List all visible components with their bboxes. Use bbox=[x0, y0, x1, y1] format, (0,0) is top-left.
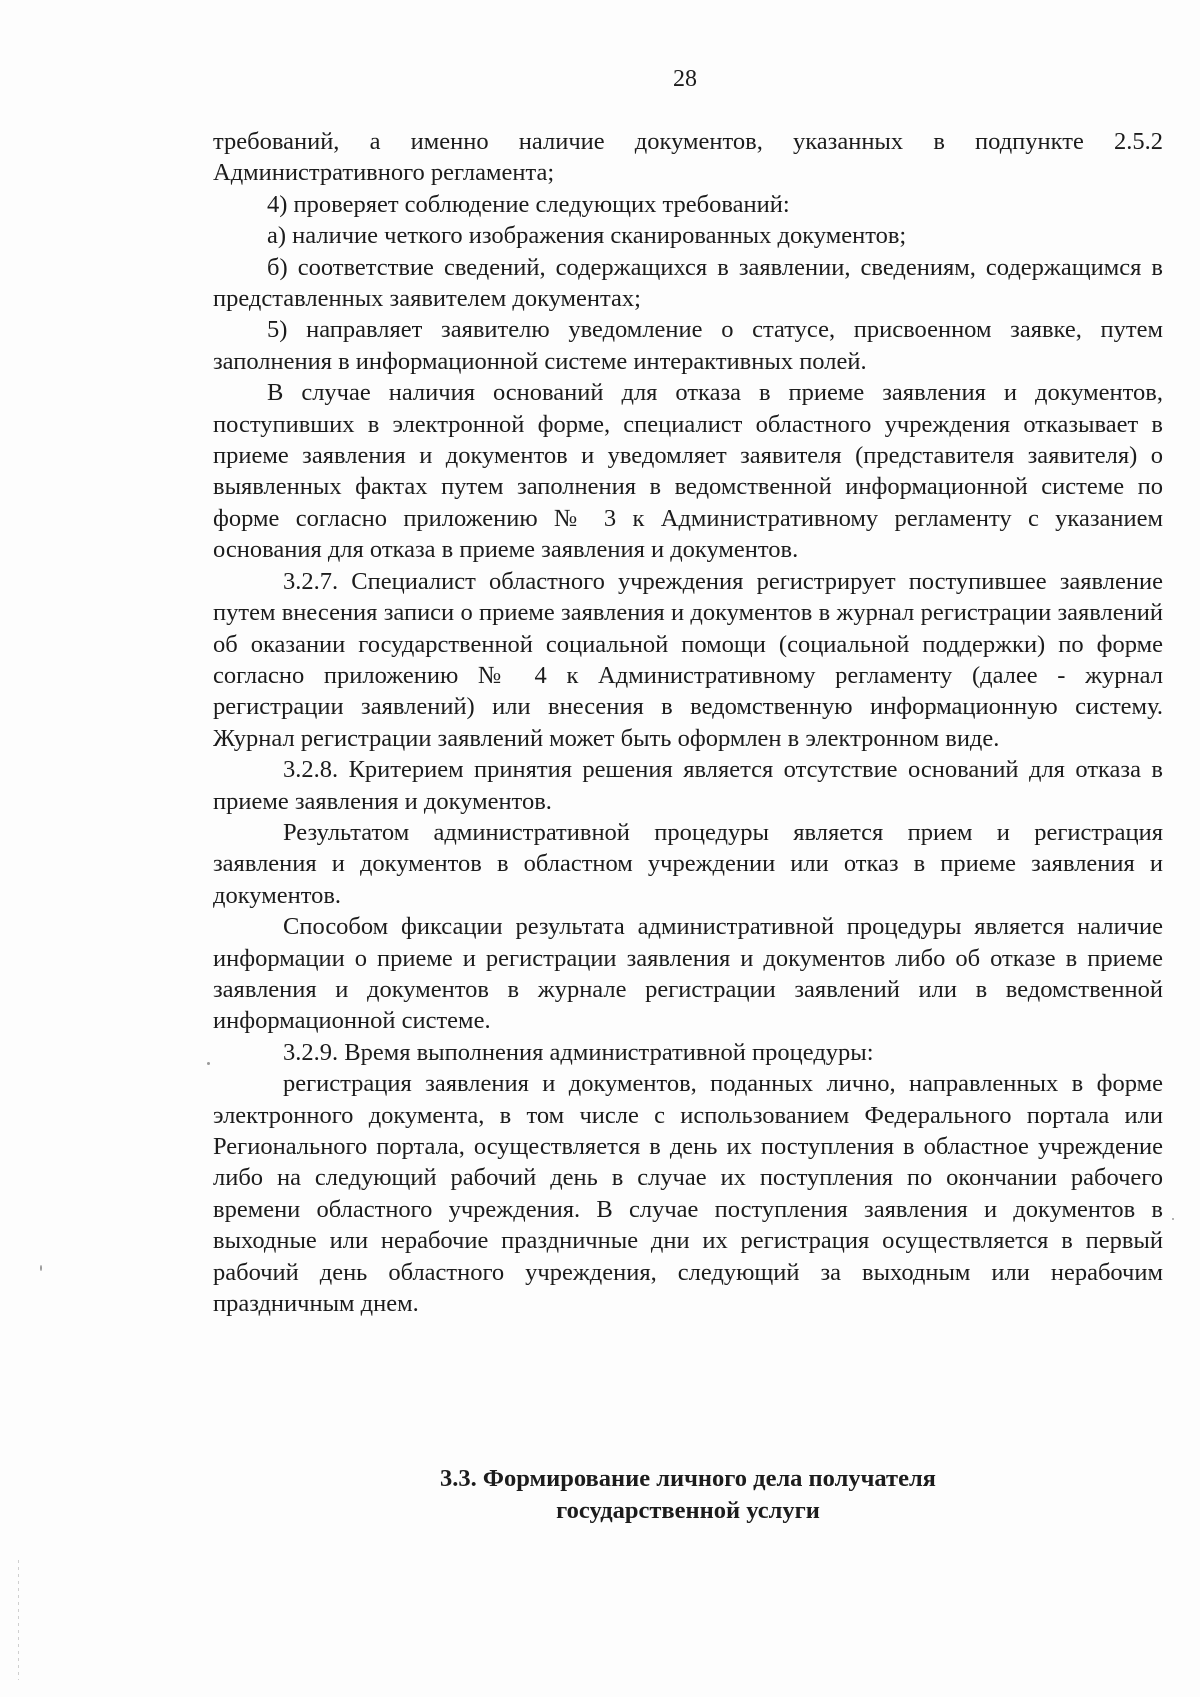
paragraph: 3.2.9. Время выполнения административной процедуры: bbox=[283, 1038, 874, 1066]
paragraph: 3.2.7. Специалист областного учреждения регистрирует поступившее заявление путем внесения записи о приеме заявления и документов в журнал регистрации заявлений об оказании государственной социальной помощи (социальной поддержки) по форме согласно приложению № 4 к Административному регламенту (далее - журнал регистрации заявлений) или внесения в ведомственную информационную систему. Журнал регистрации заявлений может быть оформлен в электронном виде. bbox=[213, 567, 1163, 752]
section-heading-line: 3.3. Формирование личного дела получателя bbox=[440, 1465, 936, 1492]
paragraph: 4) проверяет соблюдение следующих требований: bbox=[267, 190, 790, 218]
paragraph: 3.2.8. Критерием принятия решения является отсутствие оснований для отказа в приеме заявления и документов. bbox=[213, 756, 1163, 815]
paragraph: Способом фиксации результата административной процедуры является наличие информации о приеме и регистрации заявления и документов либо об отказе в приеме заявления и документов в журнале регистрации заявлений или в ведомственной информационной системе. bbox=[213, 913, 1163, 1035]
paragraph: а) наличие четкого изображения сканированных документов; bbox=[267, 222, 907, 250]
scan-speck bbox=[40, 1265, 42, 1271]
scan-speck bbox=[207, 1062, 210, 1065]
body-text bbox=[213, 126, 1163, 1319]
section-heading bbox=[213, 1463, 1163, 1527]
section-heading-line: государственной услуги bbox=[556, 1497, 820, 1524]
paragraph: В случае наличия оснований для отказа в приеме заявления и документов, поступивших в электронной форме, специалист областного учреждения отказывает в приеме заявления и документов и уведомляет заявителя (представителя заявителя) о выявленных фактах путем заполнения в ведомственной информационной системе по форме согласно приложению № 3 к Административному регламенту с указанием основания для отказа в приеме заявления и документов. bbox=[213, 379, 1163, 564]
paragraph: б) соответствие сведений, содержащихся в заявлении, сведениям, содержащимся в представленных заявителем документах; bbox=[213, 253, 1163, 313]
scan-edge bbox=[18, 1560, 19, 1680]
paragraph: Результатом административной процедуры является прием и регистрация заявления и документов в областном учреждении или отказ в приеме заявления и документов. bbox=[213, 818, 1163, 909]
paragraph: 5) направляет заявителю уведомление о статусе, присвоенном заявке, путем заполнения в информационной системе интерактивных полей. bbox=[213, 316, 1163, 375]
paragraph: регистрация заявления и документов, поданных лично, направленных в форме электронного документа, в том числе с использованием Федерального портала или Регионального портала, осуществляется в день их поступления в областное учреждение либо на следующий рабочий день в случае их поступления по окончании рабочего времени областного учреждения. В случае поступления заявления и документов в выходные или нерабочие праздничные дни их регистрация осуществляется в первый рабочий день областного учреждения, следующий за выходным или нерабочим праздничным днем. bbox=[213, 1070, 1163, 1318]
scan-speck bbox=[1172, 1218, 1174, 1220]
paragraph: требований, а именно наличие документов, указанных в подпункте 2.5.2 Административного регламента; bbox=[213, 128, 1163, 187]
page-number: 28 bbox=[673, 66, 697, 92]
